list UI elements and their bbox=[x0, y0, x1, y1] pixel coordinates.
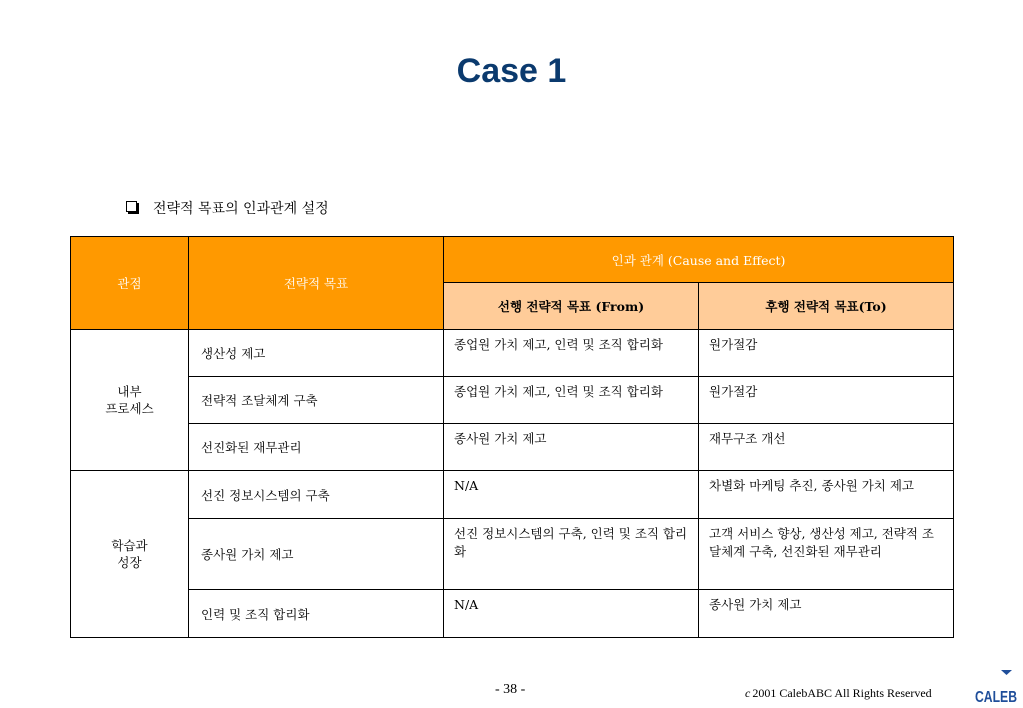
copyright-text: 2001 CalebABC All Rights Reserved bbox=[752, 686, 932, 700]
copyright-notice bbox=[745, 686, 932, 701]
copyright-icon: c bbox=[745, 686, 751, 700]
to-cell: 원가절감 bbox=[699, 330, 954, 377]
page-title: Case 1 bbox=[456, 52, 567, 90]
from-cell: N/A bbox=[444, 471, 699, 519]
category-label: 내부 bbox=[117, 384, 142, 399]
category-label: 성장 bbox=[117, 555, 142, 570]
header-perspective: 관점 bbox=[71, 237, 189, 330]
category-label: 프로세스 bbox=[105, 401, 154, 416]
page-number: - 38 - bbox=[495, 682, 526, 697]
from-cell: N/A bbox=[444, 590, 699, 638]
to-cell: 종사원 가치 제고 bbox=[699, 590, 954, 638]
goal-cell: 생산성 제고 bbox=[189, 330, 444, 377]
logo-text: CALEB bbox=[975, 689, 1017, 706]
goal-cell: 인력 및 조직 합리화 bbox=[189, 590, 444, 638]
goal-cell: 종사원 가치 제고 bbox=[189, 519, 444, 590]
goal-cell: 선진 정보시스템의 구축 bbox=[189, 471, 444, 519]
from-cell: 선진 정보시스템의 구축, 인력 및 조직 합리화 bbox=[444, 519, 699, 590]
table-row bbox=[71, 330, 954, 377]
header-goal: 전략적 목표 bbox=[189, 237, 444, 330]
from-cell: 종업원 가치 제고, 인력 및 조직 합리화 bbox=[444, 330, 699, 377]
header-to: 후행 전략적 목표(To) bbox=[699, 283, 954, 330]
category-label: 학습과 bbox=[111, 538, 148, 553]
table-row bbox=[71, 471, 954, 519]
category-cell bbox=[71, 330, 189, 471]
to-cell: 재무구조 개선 bbox=[699, 424, 954, 471]
goal-cell: 선진화된 재무관리 bbox=[189, 424, 444, 471]
goal-cell: 전략적 조달체계 구축 bbox=[189, 377, 444, 424]
header-cause-effect: 인과 관계 (Cause and Effect) bbox=[444, 237, 954, 283]
to-cell: 차별화 마케팅 추진, 종사원 가치 제고 bbox=[699, 471, 954, 519]
caleb-logo bbox=[974, 668, 1018, 706]
table-row bbox=[71, 424, 954, 471]
section-title: 전략적 목표의 인과관계 설정 bbox=[153, 201, 329, 217]
to-cell: 고객 서비스 향상, 생산성 제고, 전략적 조달체계 구축, 선진화된 재무관리 bbox=[699, 519, 954, 590]
cause-effect-table bbox=[70, 236, 954, 638]
checkbox-bullet-icon bbox=[126, 201, 137, 212]
category-cell bbox=[71, 471, 189, 638]
table-row bbox=[71, 590, 954, 638]
to-cell: 원가절감 bbox=[699, 377, 954, 424]
section-heading bbox=[126, 198, 329, 218]
table-row bbox=[71, 377, 954, 424]
header-from: 선행 전략적 목표 (From) bbox=[444, 283, 699, 330]
from-cell: 종업원 가치 제고, 인력 및 조직 합리화 bbox=[444, 377, 699, 424]
table-row bbox=[71, 519, 954, 590]
from-cell: 종사원 가치 제고 bbox=[444, 424, 699, 471]
